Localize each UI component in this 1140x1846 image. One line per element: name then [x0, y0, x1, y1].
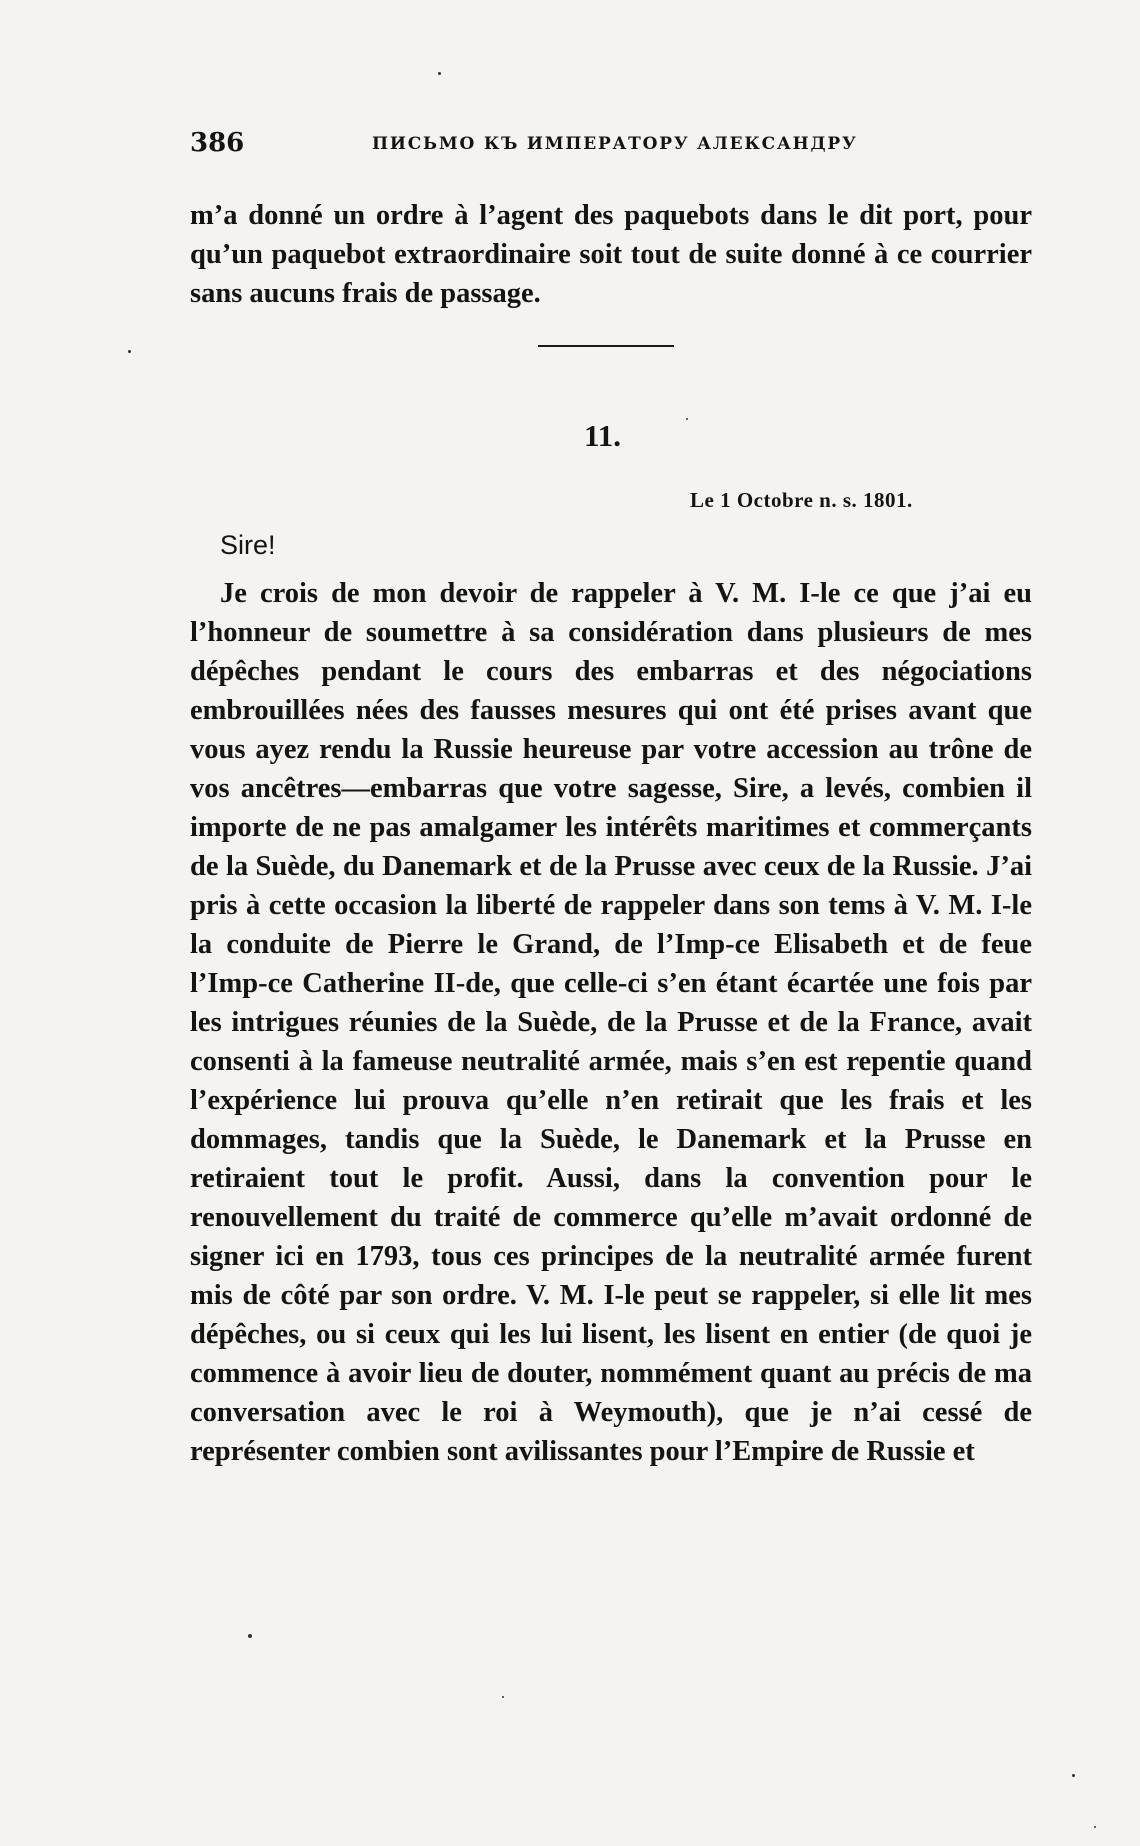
scan-speck — [502, 1696, 504, 1698]
letter-body — [190, 574, 1032, 1471]
letter-body-text: Je crois de mon devoir de rappeler à V. M. I-le ce que j’ai eu l’honneur de soumettre à sa considération dans plusieurs de mes dépêches pendant le cours des embarras et des négociations embrouillées nées des fausses mesures qui ont été prises avant que vous ayez rendu la Russie heureuse par votre accession au trône de vos ancêtres—embarras que votre sagesse, Sire, a levés, combien il importe de ne pas amalgamer les intérêts maritimes et commerçants de la Suède, du Danemark et de la Prusse avec ceux de la Russie. J’ai pris à cette occasion la liberté de rappeler dans son tems à V. M. I-le la conduite de Pierre le Grand, de l’Imp-ce Elisabeth et de feue l’Imp-ce Catherine II-de, que celle-ci s’en étant écartée une fois par les intrigues réunies de la Suède, de la Prusse et de la France, avait consenti à la fameuse neutralité armée, mais s’en est repentie quand l’expérience lui prouva qu’elle n’en retirait que les frais et les dommages, tandis que la Suède, le Danemark et la Prusse en retiraient tout le profit. Aussi, dans la convention pour le renouvellement du traité de commerce qu’elle m’avait ordonné de signer ici en 1793, tous ces principes de la neutralité armée furent mis de côté par son ordre. V. M. I-le peut se rappeler, si elle lit mes dépêches, ou si ceux qui les lui lisent, les lisent en entier (de quoi je commence à avoir lieu de douter, nommément quant au précis de ma conversation avec le roi à Weymouth), que je n’ai cessé de représenter combien sont avilissantes pour l’Empire de Russie et — [190, 578, 1032, 1467]
scan-speck — [248, 1634, 252, 1638]
letter-number: 11. — [584, 418, 622, 453]
page-number: 386 — [190, 128, 245, 158]
scan-speck — [128, 350, 131, 353]
letter-salutation: Sire! — [220, 530, 276, 560]
scan-speck — [1072, 1774, 1075, 1777]
section-divider — [538, 345, 674, 347]
scan-speck — [686, 418, 688, 420]
running-head — [190, 128, 940, 168]
continuation-paragraph: m’a donné un ordre à l’agent des paquebots dans le dit port, pour qu’un paquebot extraordinaire soit tout de suite donné à ce courrier sans aucuns frais de passage. — [190, 200, 1032, 309]
scan-speck — [1094, 1826, 1096, 1828]
letter-date: Le 1 Octobre n. s. 1801. — [690, 488, 913, 512]
running-title: ПИСЬМО КЪ ИМПЕРАТОРУ АЛЕКСАНДРУ — [372, 134, 858, 154]
scan-speck — [438, 72, 441, 75]
